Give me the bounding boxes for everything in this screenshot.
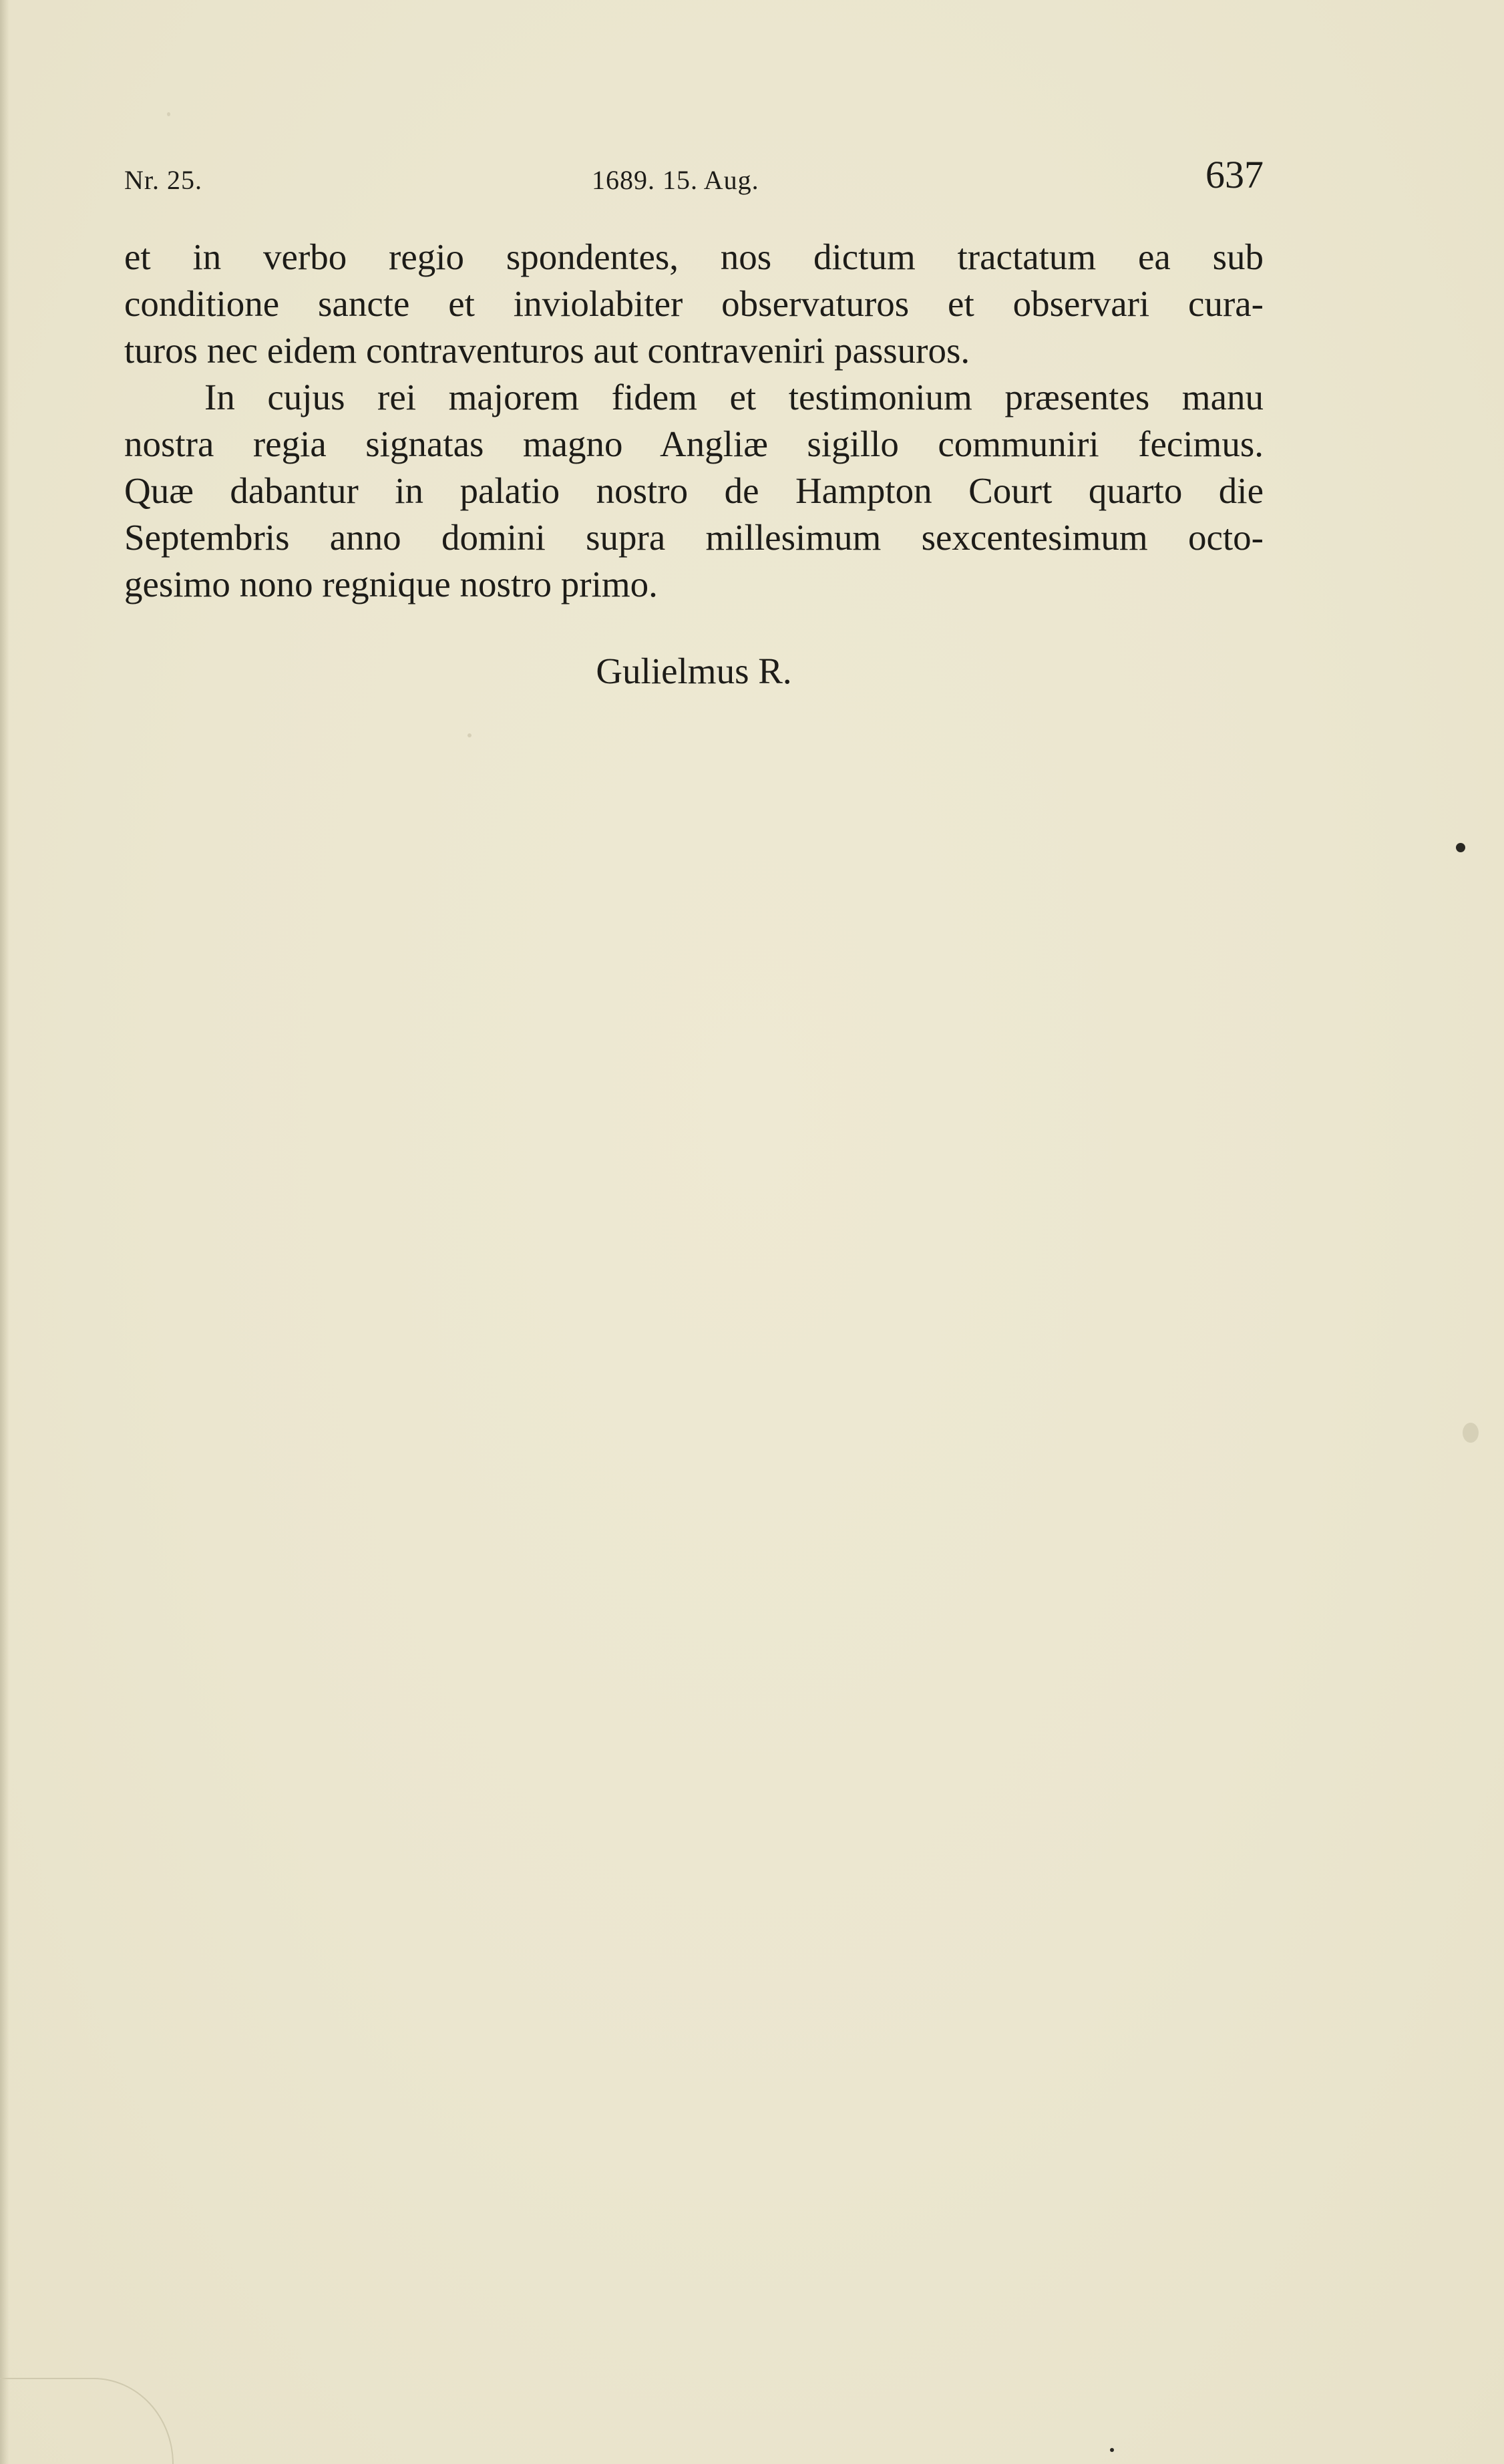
text-line: et in verbo regio spondentes, nos dictum tractatum ea sub: [124, 236, 1264, 277]
document-number: Nr. 25.: [124, 165, 202, 195]
text-line: conditione sancte et inviolabiter observaturos et observari cura-: [124, 283, 1264, 324]
ink-speck: [1110, 2448, 1114, 2452]
text-line: nostra regia signatas magno Angliæ sigillo communiri fecimus.: [124, 423, 1264, 464]
paper-spot: [1463, 1423, 1479, 1443]
text-line: In cujus rei majorem fidem et testimonium præsentes manu: [204, 377, 1264, 417]
page-corner-curl: [0, 2378, 174, 2464]
text-line: Quæ dabantur in palatio nostro de Hampton Court quarto die: [124, 470, 1264, 511]
running-header: [124, 152, 1264, 206]
text-line: turos nec eidem contraventuros aut contraveniri passuros.: [124, 330, 970, 371]
body-text: [124, 234, 1264, 608]
header-date: 1689. 15. Aug.: [592, 165, 759, 195]
paper-spot: [467, 733, 472, 737]
paper-spot: [167, 112, 170, 116]
ink-speck: [1456, 843, 1465, 852]
page-number: 637: [1205, 153, 1264, 196]
signature-line: Gulielmus R.: [596, 651, 792, 691]
page-binding-edge: [0, 0, 9, 2464]
text-line: Septembris anno domini supra millesimum sexcentesimum octo-: [124, 517, 1264, 558]
text-line: gesimo nono regnique nostro primo.: [124, 564, 658, 604]
